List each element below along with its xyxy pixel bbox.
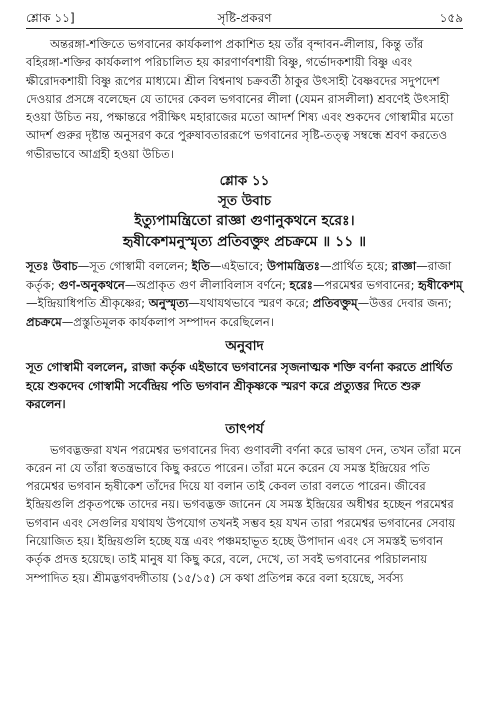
synonym-meaning: এইভাবে; — [221, 259, 264, 274]
synonym-meaning: ইন্দ্রিয়াধিপতি শ্রীকৃষ্ণের; — [37, 296, 146, 311]
intro-paragraph: অন্তরঙ্গা-শক্তিতে ভগবানের কার্যকলাপ প্রকাশিত হয় তাঁর বৃন্দাবন-লীলায়, কিন্তু তাঁর বহিরঙ্গা-শক্তির কার্যকলাপ পরিচালিত হয় কারণার্ণবশায়ী বিষ্ণু, গর্ভোদকশায়ী বিষ্ণু এবং ক্ষীরোদকশায়ী বিষ্ণু রূপের মাধ্যমে। শ্রীল বিশ্বনাথ চক্রবর্তী ঠাকুর উৎসাহী বৈষ্ণবদের সদুপদেশ দেওয়ার প্রসঙ্গে বলেছেন যে তাদের কেবল ভগবানের লীলা (যেমন রাসলীলা) শ্রবণেই উৎসাহী হওয়া উচিত নয়, পক্ষান্তরে পরীক্ষিৎ মহারাজের মতো আদর্শ শিষ্য এবং শুকদেব গোস্বামীর মতো আদর্শ গুরুর দৃষ্টান্ত অনুসরণ করে পুরুষাবতাররূপে ভগবানের সৃষ্টি-তত্ত্ব সম্বন্ধে শ্রবণ করতেও গভীরভাবে আগ্রহী হওয়া উচিত। — [26, 37, 454, 161]
synonym-word: সূতঃ উবাচ — [26, 259, 78, 274]
synonym-meaning: উত্তর দেবার জন্য; — [369, 296, 452, 311]
synonym-word: ইতি — [191, 259, 210, 274]
synonym-word: উপামন্ত্রিতঃ — [266, 259, 320, 274]
purport-text: ভগবদ্ভক্তরা যখন পরমেশ্বর ভগবানের দিব্য গুণাবলী বর্ণনা করে ভাষণ দেন, তখন তাঁরা মনে করেন না যে তাঁরা স্বতন্ত্রভাবে কিছু করতে পারেন। তাঁরা মনে করেন যে সমস্ত ইন্দ্রিয়ের পতি পরমেশ্বর ভগবান হৃষীকেশ তাঁদের দিয়ে যা বলান তাই কেবল তারা বলতে পারেন। জীবের ইন্দ্রিয়গুলি প্রকৃতপক্ষে তাদের নয়। ভগবদ্ভক্ত জানেন যে সমস্ত ইন্দ্রিয়ের অধীশ্বর হচ্ছেন পরমেশ্বর ভগবান এবং সেগুলির যথাযথ উপযোগ তখনই সম্ভব হয় যখন তারা পরমেশ্বর ভগবানের সেবায় নিয়োজিত হয়। ইন্দ্রিয়গুলি হচ্ছে যন্ত্র এবং পঞ্চমহাভূত হচ্ছে উপাদান এবং সে সমস্তই ভগবান কর্তৃক প্রদত্ত হয়েছে। তাই মানুষ যা কিছু করে, বলে, দেখে, তা সবই ভগবানের পরিচালনায় সম্পাদিত হয়। শ্রীমদ্ভগবদ্গীতায় (১৫/১৫) সে কথা প্রতিপন্ন করে বলা হয়েছে, সর্বস্য — [26, 442, 462, 585]
synonym-word: রাজ্ঞা — [391, 259, 417, 274]
verse-line-1: ইত্যুপামন্ত্রিতো রাজ্ঞা গুণানুকথনে হরেঃ। — [134, 213, 355, 230]
synonym-word: প্রতিবক্তুম্ — [312, 296, 358, 311]
synonym-meaning: প্রস্তুতিমূলক কার্যকলাপ সম্পাদন করেছিলেন। — [73, 314, 274, 329]
translation-heading: অনুবাদ — [225, 338, 264, 355]
synonym-word: গুণ-অনুকথনে — [58, 277, 125, 292]
synonym-meaning: পরমেশ্বর ভগবানের; — [324, 277, 415, 292]
synonym-word: অনুস্মৃত্য — [148, 296, 189, 311]
verse-line-2: হৃষীকেশমনুস্মৃত্য প্রতিবক্তুং প্রচক্রমে ॥ ১১ ॥ — [122, 234, 367, 251]
verse-reference: শ্লোক ১১] — [26, 11, 75, 25]
chapter-title: সৃষ্টি-প্রকরণ — [217, 11, 272, 25]
synonym-word: হরেঃ — [289, 277, 313, 292]
synonym-meaning: অপ্রাকৃত গুণ লীলাবিলাস বর্ণনে; — [136, 277, 286, 292]
synonym-meaning: যথাযথভাবে স্মরণ করে; — [199, 296, 310, 311]
translation-text: সূত গোস্বামী বললেন, রাজা কর্তৃক এইভাবে ভগবানের সৃজনাত্মক শক্তি বর্ণনা করতে প্রার্থিত হয়ে শুকদেব গোস্বামী সর্বেন্দ্রিয় পতি ভগবান শ্রীকৃষ্ণকে স্মরণ করে প্রত্যুত্তর দিতে শুরু করলেন। — [26, 360, 453, 412]
verse-heading: শ্লোক ১১ — [219, 173, 270, 190]
verse-speaker: সূত উবাচ — [218, 193, 271, 210]
page-header — [26, 6, 463, 28]
synonym-word: হৃষীকেশম্ — [418, 277, 463, 292]
synonym-meaning: প্রার্থিত হয়ে; — [331, 259, 389, 274]
synonym-word: প্রচক্রমে — [26, 314, 62, 329]
synonyms: সূতঃ উবাচ—সূত গোস্বামী বললেন; ইতি—এইভাবে; উপামন্ত্রিতঃ—প্রার্থিত হয়ে; রাজ্ঞা—রাজা কর্তৃক; গুণ-অনুকথনে—অপ্রাকৃত গুণ লীলাবিলাস বর্ণনে; হরেঃ—পরমেশ্বর ভগবানের; হৃষীকেশম্—ইন্দ্রিয়াধিপতি শ্রীকৃষ্ণের; অনুস্মৃত্য—যথাযথভাবে স্মরণ করে; প্রতিবক্তুম্—উত্তর দেবার জন্য; প্রচক্রমে—প্রস্তুতিমূলক কার্যকলাপ সম্পাদন করেছিলেন। — [26, 259, 463, 329]
page-number: ১৫৯ — [439, 11, 463, 25]
synonym-meaning: সূত গোস্বামী বললেন; — [89, 259, 189, 274]
synonym-meaning: রাজা কর্তৃক; — [26, 259, 452, 292]
purport-heading: তাৎপর্য — [225, 420, 264, 437]
